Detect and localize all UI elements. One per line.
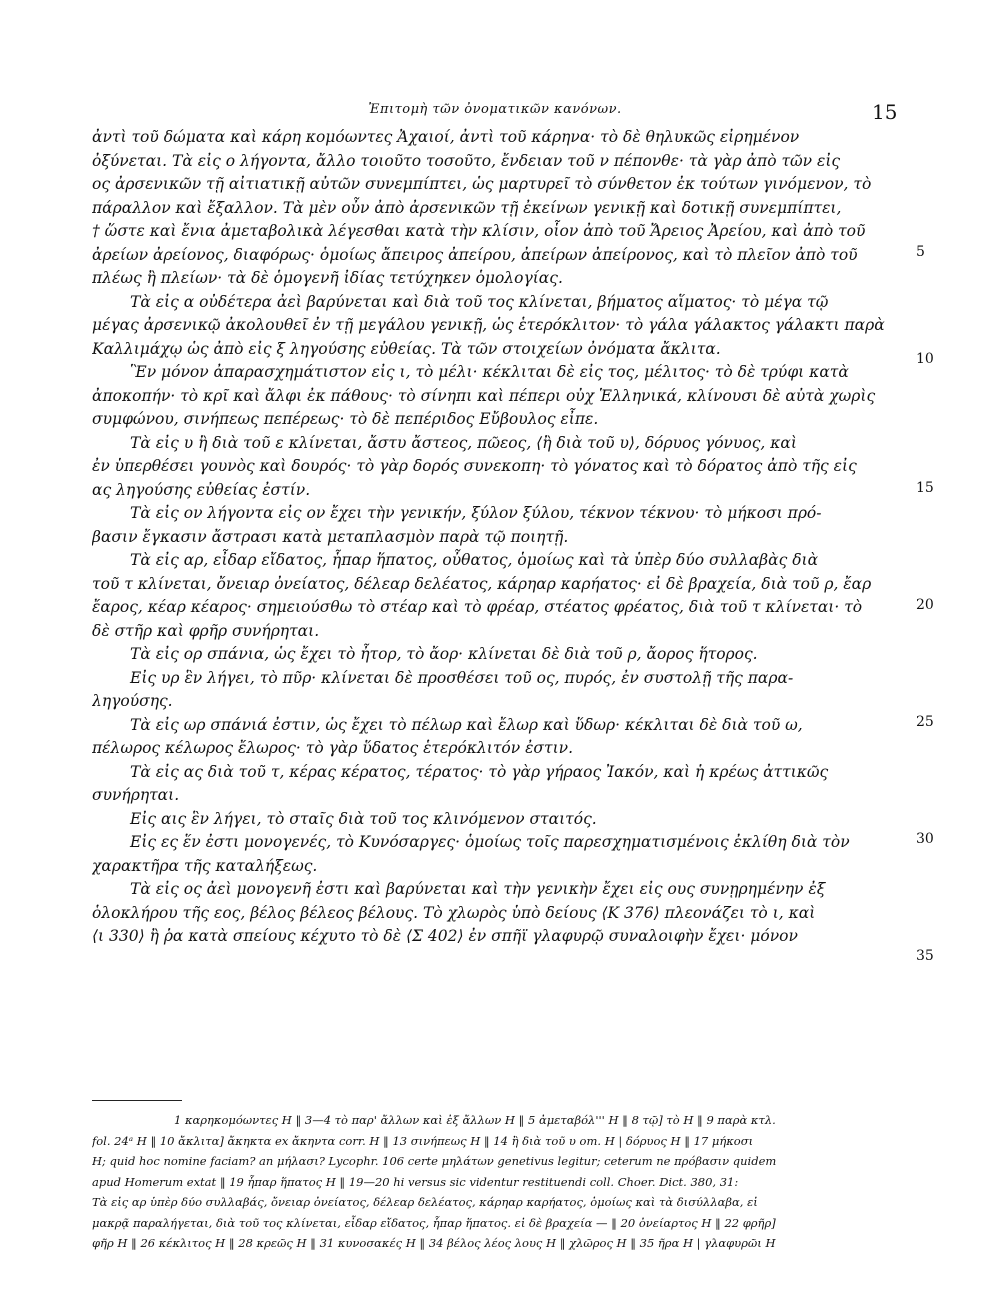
page-number: 15 <box>872 100 898 124</box>
text-line: Εἰς ες ἕν ἐστι μονογενές, τὸ Κυνόσαργες· ὁμοίως τοῖς παρεσχηματισμένοις ἐκλίθη διὰ τὸν <box>130 833 850 851</box>
line-number: 25 <box>916 714 934 730</box>
line-number: 10 <box>916 351 934 367</box>
footnote-divider <box>92 1100 182 1101</box>
text-line: Ἓν μόνον ἀπαρασχημάτιστον εἰς ι, τὸ μέλι· κέκλιται δὲ εἰς τος, μέλιτος· τὸ δὲ τρύφι κατὰ <box>130 363 849 381</box>
text-line: Καλλιμάχῳ ὡς ἀπὸ εἰς ξ ληγούσης εὐθείας. Τὰ τῶν στοιχείων ὀνόματα ἄκλιτα. <box>92 339 721 358</box>
line-number: 30 <box>916 831 934 847</box>
text-line: Τὰ εἰς υ ἢ διὰ τοῦ ε κλίνεται, ἄστυ ἄστεος, πῶεος, ⟨ἢ διὰ τοῦ υ⟩, δόρυος γόνυος, καὶ <box>130 433 797 452</box>
text-line: δὲ στῆρ καὶ φρῆρ συνήρηται. <box>92 621 320 640</box>
line-number: 15 <box>916 480 934 496</box>
line-number: 20 <box>916 597 934 613</box>
footnote-line: 1 καρηκομόωντες H ‖ 3—4 τὸ παρ' ἄλλων καὶ ἐξ ἄλλων H ‖ 5 ἀμεταβόλ''' H ‖ 8 τῷ] τὸ H ‖ 9 παρὰ κτλ. <box>174 1113 776 1127</box>
text-line: Εἰς αις ἓν λήγει, τὸ σταῖς διὰ τοῦ τος κλινόμενον σταιτός. <box>130 809 597 828</box>
text-line: συνήρηται. <box>92 786 180 804</box>
footnote-line: φῆρ H ‖ 26 κέκλιτος H ‖ 28 κρεῶς H ‖ 31 κυνοσακές H ‖ 34 βέλος λέος λους H ‖ χλῶρος H ‖ 35 ῆρα H | γλαφυρῶι H <box>92 1236 776 1250</box>
footnote-line: μακρᾷ παραλήγεται, διὰ τοῦ τος κλίνεται, εἶδαρ εἴδατος, ἧπαρ ἥπατος. εἰ δὲ βραχεία — ‖ 20 ὀνείαρτος H ‖ 22 φρῆρ] <box>92 1215 776 1230</box>
text-line: τοῦ τ κλίνεται, ὄνειαρ ὀνείατος, δέλεαρ δελέατος, κάρηαρ καρήατος· εἰ δὲ βραχεία, διὰ τοῦ ρ, ἔαρ <box>92 574 872 593</box>
footnote-line: Τὰ εἰς αρ ὑπὲρ δύο συλλαβάς, ὄνειαρ ὀνείατος, δέλεαρ δελέατος, κάρηαρ καρήατος, ὁμοίως καὶ τὰ δισύλλαβα, εἰ <box>92 1195 758 1209</box>
text-line: ⟨ι 330⟩ ἢ ῥα κατὰ σπείους κέχυτο τὸ δὲ ⟨Σ 402⟩ ἐν σπῆϊ γλαφυρῷ συναλοιφὴν ἔχει· μόνον <box>92 927 798 945</box>
running-title: Ἐπιτομὴ τῶν ὀνοματικῶν κανόνων. <box>368 102 622 117</box>
text-line: ἀποκοπήν· τὸ κρῖ καὶ ἄλφι ἐκ πάθους· τὸ σίνηπι καὶ πέπερι οὐχ Ἑλληνικά, κλίνουσι δὲ αὐτὰ χωρὶς <box>92 386 876 405</box>
line-number: 5 <box>916 244 925 260</box>
text-line: Εἰς υρ ἓν λήγει, τὸ πῦρ· κλίνεται δὲ προσθέσει τοῦ ος, πυρός, ἐν συστολῇ τῆς παρα- <box>130 668 794 687</box>
text-line: Τὰ εἰς ας διὰ τοῦ τ, κέρας κέρατος, τέρατος· τὸ γὰρ γήραος Ἰακόν, καὶ ἡ κρέως ἀττικῶς <box>130 762 829 781</box>
text-line: Τὰ εἰς α οὐδέτερα ἀεὶ βαρύνεται καὶ διὰ τοῦ τος κλίνεται, βήματος αἵματος· τὸ μέγα τῷ <box>130 292 829 311</box>
footnotes <box>92 1110 908 1254</box>
text-line: Τὰ εἰς ωρ σπάνιά ἐστιν, ὡς ἔχει τὸ πέλωρ καὶ ἔλωρ καὶ ὕδωρ· κέκλιται δὲ διὰ τοῦ ω, <box>130 715 803 734</box>
text-line: Τὰ εἰς ος ἀεὶ μονογενῆ ἐστι καὶ βαρύνεται καὶ τὴν γενικὴν ἔχει εἰς ους συνῃρημένην ἐξ <box>130 880 826 898</box>
text-line: πέλωρος κέλωρος ἔλωρος· τὸ γὰρ ὕδατος ἑτερόκλιτόν ἐστιν. <box>92 739 573 757</box>
text-line: ὁλοκλήρου τῆς εος, βέλος βέλεος βέλους. Τὸ χλωρὸς ὑπὸ δείους ⟨Κ 376⟩ πλεονάζει τὸ ι, καὶ <box>92 903 816 922</box>
text-line: Τὰ εἰς ον λήγοντα εἰς ον ἔχει τὴν γενικήν, ξύλον ξύλου, τέκνον τέκνου· τὸ μήκοσι πρό- <box>130 504 822 522</box>
text-line: ἀντὶ τοῦ δώματα καὶ κάρη κομόωντες Ἀχαιοί, ἀντὶ τοῦ κάρηνα· τὸ δὲ θηλυκῶς εἰρημένον <box>92 128 800 146</box>
text-line: ἔαρος, κέαρ κέαρος· σημειούσθω τὸ στέαρ καὶ τὸ φρέαρ, στέατος φρέατος, διὰ τοῦ τ κλίνεται· τὸ <box>92 598 863 616</box>
text-line: Τὰ εἰς αρ, εἶδαρ εἴδατος, ἧπαρ ἥπατος, οὖθατος, ὁμοίως καὶ τὰ ὑπὲρ δύο συλλαβὰς διὰ <box>130 551 819 569</box>
footnote-line: fol. 24ᵃ H ‖ 10 ἄκλιτα] ἄκηκτα ex ἄκηντα corr. H ‖ 13 σινήπεως H ‖ 14 ἢ διὰ τοῦ υ om. H | δόρυος H ‖ 17 μήκοσι <box>92 1133 754 1148</box>
footnote-line: H; quid hoc nomine faciam? an μήλασι? Lycophr. 106 certe μηλάτων genetivus legitur; ceterum ne πρόβασιν quidem <box>92 1154 777 1168</box>
text-line: ας ληγούσης εὐθείας ἐστίν. <box>92 480 311 499</box>
text-line: μέγας ἀρσενικῷ ἀκολουθεῖ ἐν τῇ μεγάλου γενικῇ, ὡς ἑτερόκλιτον· τὸ γάλα γάλακτος γάλακτι παρὰ <box>92 316 885 334</box>
footnote-line: apud Homerum extat ‖ 19 ἧπαρ ἥπατος H ‖ 19—20 hi versus sic videntur restituendi coll. Choer. Dict. 380, 31: <box>92 1174 739 1189</box>
text-line: ἀρείων ἀρείονος, διαφόρως· ὁμοίως ἄπειρος ἀπείρου, ἀπείρων ἀπείρονος, καὶ τὸ πλεῖον ἀπὸ τοῦ <box>92 245 858 264</box>
text-line: χαρακτῆρα τῆς καταλήξεως. <box>92 856 318 875</box>
text-line: ος ἀρσενικῶν τῇ αἰτιατικῇ αὐτῶν συνεμπίπτει, ὡς μαρτυρεῖ τὸ σύνθετον ἐκ τούτων γινόμενον, τὸ <box>92 175 872 193</box>
text-line: πάραλλον καὶ ἔξαλλον. Τὰ μὲν οὖν ἀπὸ ἀρσενικῶν τῇ ἐκείνων γενικῇ καὶ δοτικῇ συνεμπίπτει, <box>92 198 842 217</box>
line-number: 35 <box>916 948 934 964</box>
text-line: βασιν ἔγκασιν ἄστρασι κατὰ μεταπλασμὸν παρὰ τῷ ποιητῇ. <box>92 527 569 546</box>
text-line: † ὥστε καὶ ἔνια ἀμεταβολικὰ λέγεσθαι κατὰ τὴν κλίσιν, οἷον ἀπὸ τοῦ Ἄρειος Ἀρείου, καὶ ἀπὸ τοῦ <box>92 222 866 240</box>
text-line: ληγούσης. <box>92 692 173 710</box>
text-line: πλέως ἢ πλείων· τὰ δὲ ὁμογενῆ ἰδίας τετύχηκεν ὁμολογίας. <box>92 269 563 287</box>
text-line: συμφώνου, σινήπεως πεπέρεως· τὸ δὲ πεπέριδος Εὔβουλος εἶπε. <box>92 410 599 428</box>
text-line: ἐν ὑπερθέσει γουνὸς καὶ δουρός· τὸ γὰρ δορός συνεκοπη· τὸ γόνατος καὶ τὸ δόρατος ἀπὸ τῆς εἰς <box>92 457 857 475</box>
text-line: Τὰ εἰς ορ σπάνια, ὡς ἔχει τὸ ἦτορ, τὸ ἄορ· κλίνεται δὲ διὰ τοῦ ρ, ἄορος ἥτορος. <box>130 645 758 663</box>
main-text <box>92 126 908 949</box>
text-line: ὀξύνεται. Τὰ εἰς ο λήγοντα, ἄλλο τοιοῦτο τοσοῦτο, ἔνδειαν τοῦ ν πέπονθε· τὰ γὰρ ἀπὸ τῶν εἰς <box>92 151 841 170</box>
